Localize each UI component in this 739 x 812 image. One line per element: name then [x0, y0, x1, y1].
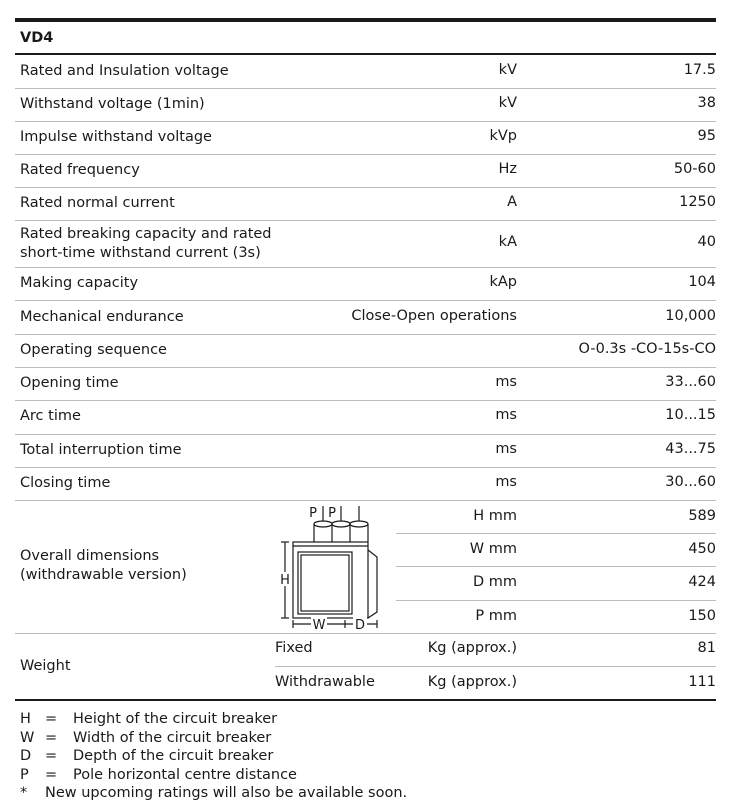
row-value: 95	[697, 128, 716, 144]
p-label: P	[309, 506, 317, 521]
row-label: Rated and Insulation voltage	[20, 63, 229, 79]
weight-value: 111	[688, 674, 716, 690]
dimension-unit: D mm	[472, 574, 517, 590]
p-label: P	[328, 506, 336, 521]
row-unit: ms	[495, 441, 517, 457]
dimension-unit: H mm	[473, 508, 517, 524]
dimension-value: 450	[688, 541, 716, 557]
row-unit: ms	[495, 407, 517, 423]
footnote-text: Pole horizontal centre distance	[73, 766, 297, 783]
row-label: Operating sequence	[20, 342, 167, 358]
row-value: 10,000	[665, 308, 716, 324]
row-label: Total interruption time	[20, 442, 182, 458]
table-bottom-rule	[15, 699, 716, 701]
row-unit: Hz	[498, 161, 517, 177]
row-value: 50-60	[673, 161, 716, 177]
weight-value: 81	[697, 640, 716, 656]
h-label: H	[280, 573, 290, 588]
row-label: Rated breaking capacity and rated	[20, 226, 272, 242]
table-row	[15, 154, 716, 187]
footnote-key: D	[20, 748, 32, 765]
row-unit: kVp	[489, 128, 517, 144]
footnote-eq: =	[45, 748, 58, 765]
table-row	[15, 267, 716, 300]
footnotes	[20, 710, 407, 803]
footnote-eq: =	[45, 729, 58, 746]
w-label: W	[312, 618, 326, 632]
footnote-text: New upcoming ratings will also be available soon.	[45, 785, 408, 802]
row-value: 40	[697, 234, 716, 250]
row-label: Mechanical endurance	[20, 309, 184, 325]
dimension-value: 589	[688, 508, 716, 524]
table-row	[15, 467, 716, 500]
row-value: 1250	[679, 194, 716, 210]
footnote-text: Height of the circuit breaker	[73, 711, 278, 727]
table-row	[15, 88, 716, 121]
footnote	[20, 729, 407, 748]
table-row	[15, 187, 716, 220]
d-label: D	[354, 618, 366, 632]
footnote	[20, 766, 407, 785]
row-label: Arc time	[20, 408, 81, 424]
breaker-diagram	[273, 502, 393, 632]
footnote	[20, 747, 407, 766]
dimension-unit: P mm	[475, 608, 517, 624]
dimension-unit: W mm	[469, 541, 517, 557]
footnote	[20, 784, 407, 803]
table-row	[15, 220, 716, 267]
row-divider	[396, 566, 716, 567]
row-label: Rated normal current	[20, 195, 175, 211]
table-row	[15, 121, 716, 154]
row-label: Closing time	[20, 475, 111, 491]
row-unit: kV	[498, 62, 517, 78]
table-row	[15, 434, 716, 467]
dimension-value: 150	[688, 608, 716, 624]
row-value: O-0.3s -CO-15s-CO	[578, 341, 716, 357]
row-value: 30...60	[665, 474, 716, 490]
row-divider	[275, 666, 716, 667]
row-value: 33...60	[665, 374, 716, 390]
dimensions-label: Overall dimensions	[20, 548, 160, 564]
table-row	[15, 300, 716, 334]
footnote-key: W	[20, 729, 35, 746]
row-unit: Close-Open operations	[351, 308, 517, 324]
footnote-eq: =	[45, 711, 58, 727]
footnote-key: H	[20, 711, 31, 727]
weight-type: Fixed	[275, 640, 313, 656]
weight-unit: Kg (approx.)	[427, 674, 517, 690]
footnote-key: *	[20, 785, 28, 802]
row-value: 10...15	[665, 407, 716, 423]
table-title: VD4	[20, 30, 54, 46]
footnote-text: Width of the circuit breaker	[73, 729, 272, 746]
dimensions-label-sub: (withdrawable version)	[20, 567, 187, 583]
footnote-key: P	[20, 766, 29, 783]
footnote-eq: =	[45, 766, 58, 783]
row-unit: A	[507, 194, 517, 210]
footnote	[20, 710, 407, 729]
row-unit: ms	[495, 474, 517, 490]
row-unit: kV	[498, 95, 517, 111]
table-row	[15, 367, 716, 400]
row-label: Rated frequency	[20, 162, 140, 178]
row-value: 104	[688, 274, 716, 290]
row-label: Withstand voltage (1min)	[20, 96, 205, 112]
dimension-value: 424	[688, 574, 716, 590]
weight-unit: Kg (approx.)	[427, 640, 517, 656]
weight-type: Withdrawable	[275, 674, 375, 690]
row-label: Making capacity	[20, 275, 139, 291]
row-divider	[396, 600, 716, 601]
row-divider	[396, 533, 716, 534]
row-value: 38	[697, 95, 716, 111]
table-row	[15, 55, 716, 88]
table-row	[15, 400, 716, 434]
row-unit: kA	[498, 234, 517, 250]
row-value: 43...75	[665, 441, 716, 457]
row-value: 17.5	[683, 62, 716, 78]
row-unit: ms	[495, 374, 517, 390]
row-label: Opening time	[20, 375, 119, 391]
top-rule	[15, 18, 716, 22]
row-label: Impulse withstand voltage	[20, 129, 212, 145]
row-unit: kAp	[489, 274, 517, 290]
weight-label: Weight	[20, 658, 71, 674]
row-label: short-time withstand current (3s)	[20, 245, 261, 261]
footnote-text: Depth of the circuit breaker	[73, 748, 274, 765]
table-row	[15, 334, 716, 367]
